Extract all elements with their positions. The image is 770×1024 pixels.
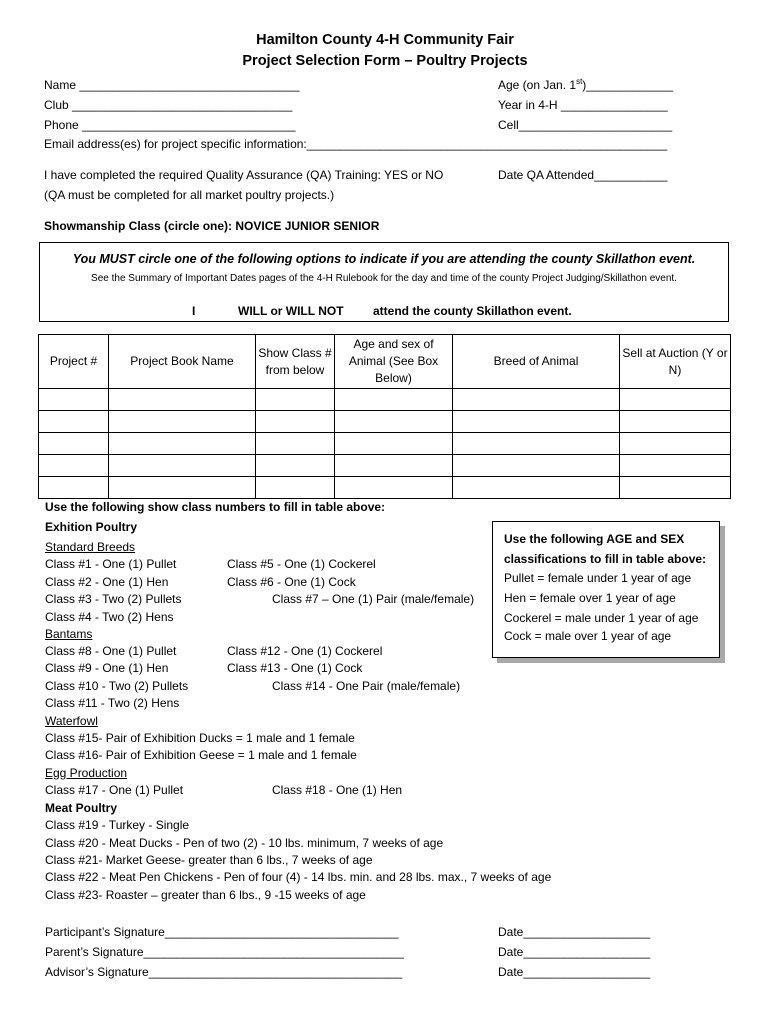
header-sell-at-auction: Sell at Auction (Y or N) [620, 335, 731, 389]
age-label: Age (on Jan. 1 [498, 78, 577, 92]
table-row [39, 477, 731, 499]
class-5: Class #5 - One (1) Cockerel [227, 557, 376, 571]
form-subtitle: Project Selection Form – Poultry Projects [242, 53, 528, 69]
table-row [39, 455, 731, 477]
table-cell[interactable] [335, 411, 453, 433]
participant-signature[interactable]: Participant’s Signature___________________________________ [45, 925, 399, 939]
class-17: Class #17 - One (1) Pullet [45, 783, 184, 797]
class-21: Class #21- Market Geese- greater than 6 lbs., 7 weeks of age [45, 853, 373, 867]
class-4: Class #4 - Two (2) Hens [45, 610, 174, 624]
table-cell[interactable] [620, 389, 731, 411]
age-label-sup: st [576, 77, 583, 86]
table-cell[interactable] [335, 389, 453, 411]
bantams-heading: Bantams [45, 627, 93, 641]
class-13: Class #13 - One (1) Cock [227, 661, 363, 675]
pullet-definition: Pullet = female under 1 year of age [504, 571, 692, 585]
table-cell[interactable] [256, 455, 335, 477]
table-cell[interactable] [453, 389, 620, 411]
class-18: Class #18 - One (1) Hen [272, 783, 403, 797]
qa-statement[interactable]: I have completed the required Quality Assurance (QA) Training: YES or NO [44, 168, 444, 182]
advisor-signature[interactable]: Advisor’s Signature______________________________________ [45, 965, 403, 979]
class-8: Class #8 - One (1) Pullet [45, 644, 177, 658]
waterfowl-heading: Waterfowl [45, 714, 98, 728]
table-cell[interactable] [620, 411, 731, 433]
exhibition-poultry-heading: Exhition Poultry [45, 520, 138, 534]
table-cell[interactable] [453, 433, 620, 455]
class-23: Class #23- Roaster – greater than 6 lbs., 9 -15 weeks of age [45, 888, 366, 902]
table-cell[interactable] [620, 433, 731, 455]
class-19: Class #19 - Turkey - Single [45, 818, 190, 832]
table-cell[interactable] [620, 455, 731, 477]
class-11: Class #11 - Two (2) Hens [45, 696, 180, 710]
participant-date[interactable]: Date___________________ [498, 925, 651, 939]
standard-breeds-heading: Standard Breeds [45, 540, 136, 554]
age-sex-box-title-2: classifications to fill in table above: [504, 552, 707, 566]
table-cell[interactable] [39, 477, 109, 499]
table-cell[interactable] [335, 433, 453, 455]
class-22: Class #22 - Meat Pen Chickens - Pen of four (4) - 14 lbs. min. and 28 lbs. max., 7 weeks of age [45, 870, 552, 884]
table-cell[interactable] [39, 433, 109, 455]
table-cell[interactable] [256, 477, 335, 499]
class-1: Class #1 - One (1) Pullet [45, 557, 177, 571]
skillathon-heading: You MUST circle one of the following options to indicate if you are attending the county Skillathon event. [72, 252, 696, 266]
advisor-date[interactable]: Date___________________ [498, 965, 651, 979]
class-2: Class #2 - One (1) Hen [45, 575, 169, 589]
class-3: Class #3 - Two (2) Pullets [45, 592, 182, 606]
table-cell[interactable] [256, 433, 335, 455]
table-cell[interactable] [453, 411, 620, 433]
hen-definition: Hen = female over 1 year of age [504, 591, 676, 605]
table-cell[interactable] [109, 477, 256, 499]
project-table [38, 334, 731, 499]
skillathon-i: I [192, 304, 196, 318]
age-sex-box [492, 521, 720, 658]
class-16: Class #16- Pair of Exhibition Geese = 1 male and 1 female [45, 748, 357, 762]
table-cell[interactable] [335, 477, 453, 499]
age-field[interactable] [498, 79, 673, 91]
header-show-class: Show Class # from below [256, 335, 335, 389]
class-9: Class #9 - One (1) Hen [45, 661, 169, 675]
email-field[interactable]: Email address(es) for project specific information:______________________________________________________ [44, 137, 668, 151]
table-cell[interactable] [39, 411, 109, 433]
class-list-intro: Use the following show class numbers to fill in table above: [45, 500, 386, 514]
class-12: Class #12 - One (1) Cockerel [227, 644, 383, 658]
class-20: Class #20 - Meat Ducks - Pen of two (2) - 10 lbs. minimum, 7 weeks of age [45, 836, 444, 850]
table-cell[interactable] [109, 411, 256, 433]
table-cell[interactable] [453, 477, 620, 499]
class-14: Class #14 - One Pair (male/female) [272, 679, 461, 693]
table-cell[interactable] [39, 389, 109, 411]
parent-date[interactable]: Date___________________ [498, 945, 651, 959]
table-header-row [39, 335, 731, 389]
name-field[interactable]: Name _________________________________ [44, 78, 300, 92]
cock-definition: Cock = male over 1 year of age [504, 629, 672, 643]
header-breed: Breed of Animal [453, 335, 620, 389]
club-field[interactable]: Club _________________________________ [44, 98, 293, 112]
age-blank: )_____________ [582, 78, 674, 92]
skillathon-box [39, 242, 729, 322]
showmanship-class[interactable]: Showmanship Class (circle one): NOVICE JUNIOR SENIOR [44, 219, 380, 233]
header-project-number: Project # [39, 335, 109, 389]
class-7: Class #7 – One (1) Pair (male/female) [272, 592, 475, 606]
table-row [39, 411, 731, 433]
table-cell[interactable] [256, 411, 335, 433]
egg-production-heading: Egg Production [45, 766, 128, 780]
qa-note: (QA must be completed for all market poultry projects.) [44, 188, 335, 202]
phone-field[interactable]: Phone ________________________________ [44, 118, 296, 132]
class-10: Class #10 - Two (2) Pullets [45, 679, 189, 693]
table-cell[interactable] [335, 455, 453, 477]
skillathon-note: See the Summary of Important Dates pages of the 4-H Rulebook for the day and time of the county Project Judging/Skillathon event. [91, 273, 677, 284]
table-row [39, 389, 731, 411]
cockerel-definition: Cockerel = male under 1 year of age [504, 611, 699, 625]
cell-field[interactable]: Cell_______________________ [498, 118, 673, 132]
header-age-sex: Age and sex of Animal (See Box Below) [335, 335, 453, 389]
skillathon-options[interactable]: WILL or WILL NOT [238, 304, 344, 318]
table-cell[interactable] [256, 389, 335, 411]
skillathon-attend: attend the county Skillathon event. [373, 304, 572, 318]
table-cell[interactable] [453, 455, 620, 477]
age-sex-box-title-1: Use the following AGE and SEX [504, 532, 685, 546]
class-15: Class #15- Pair of Exhibition Ducks = 1 male and 1 female [45, 731, 355, 745]
parent-signature[interactable]: Parent’s Signature_______________________________________ [45, 945, 404, 959]
table-cell[interactable] [620, 477, 731, 499]
qa-date-field[interactable]: Date QA Attended___________ [498, 168, 668, 182]
year-in-4h-field[interactable]: Year in 4-H ________________ [498, 98, 668, 112]
table-cell[interactable] [109, 389, 256, 411]
table-cell[interactable] [109, 455, 256, 477]
form-title: Hamilton County 4-H Community Fair [256, 32, 514, 48]
table-cell[interactable] [109, 433, 256, 455]
header-project-book-name: Project Book Name [109, 335, 256, 389]
meat-poultry-heading: Meat Poultry [45, 801, 118, 815]
table-row [39, 433, 731, 455]
table-cell[interactable] [39, 455, 109, 477]
class-6: Class #6 - One (1) Cock [227, 575, 356, 589]
